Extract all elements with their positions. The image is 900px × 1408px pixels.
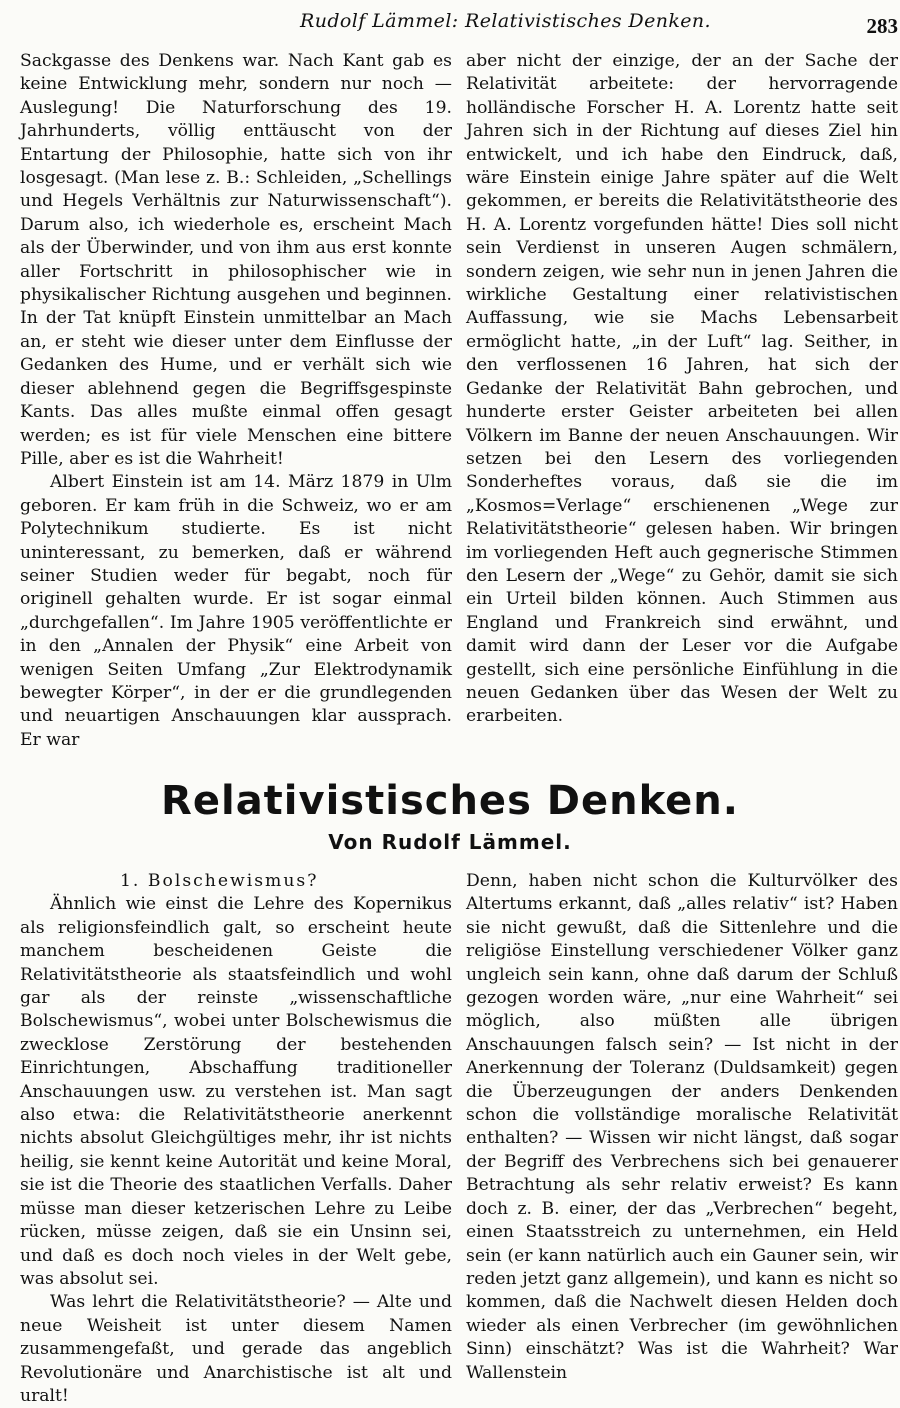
paragraph: Denn, haben nicht schon die Kulturvölker des Altertums erkannt, daß „alles relativ“ ist? Haben sie nicht gewußt, daß die Sittenlehre und die religiöse Einstellung verschiedener Völker ganz ungleich sein kann, ohne daß darum der Schluß gezogen worden wäre, „nur eine Wahrheit“ sei möglich, also müßten alle übrigen Anschauungen falsch sein? — Ist nicht in der Anerkennung der Toleranz (Duldsamkeit) gegen die Überzeugungen der anders Denkenden schon die vollständige moralische Relativität enthalten? — Wissen wir nicht längst, daß sogar der Begriff des Verbrechens sich bei genauerer Betrachtung als sehr relativ erweist? Es kann doch z. B. einer, der das „Verbrechen“ begeht, einen Staatsstreich zu unternehmen, ein Held sein (er kann natürlich auch ein Gauner sein, wir reden jetzt ganz allgemein), und kann es nicht so kommen, daß die Nachwelt diesen Helden doch wieder als einen Verbrecher (im gewöhnlichen Sinn) einschätzt? Was ist die Wahrheit? War Wallenstein [466,871,898,1383]
paragraph: Sackgasse des Denkens war. Nach Kant gab es keine Entwicklung mehr, sondern nur noch — Auslegung! Die Naturforschung des 19. Jahrhunderts, völlig enttäuscht von der Entartung der Philosophie, hatte sich von ihr losgesagt. (Man lese z. B.: Schleiden, „Schellings und Hegels Verhältnis zur Naturwissenschaft“). Darum also, ich wiederhole es, erscheint Mach als der Überwinder, und von ihm aus erst konnte aller Fortschritt in philosophischer wie in physikalischer Richtung ausgehen und beginnen. In der Tat knüpft Einstein unmittelbar an Mach an, er steht wie dieser unter dem Einflusse der Gedanken des Hume, und er verhält sich wie dieser ablehnend gegen die Begriffsgespinste Kants. Das alles mußte einmal offen gesagt werden; es ist für viele Menschen eine bittere Pille, aber es ist die Wahrheit! [20,51,452,469]
article-title: Relativistisches Denken. [161,778,739,824]
column-top-right [466,50,898,729]
section-heading: 1. Bolschewismus? [120,871,319,891]
page-number: 283 [866,14,898,38]
article-byline: Von Rudolf Lämmel. [328,830,572,854]
paragraph: Albert Einstein ist am 14. März 1879 in Ulm geboren. Er kam früh in die Schweiz, wo er am Polytechnikum studierte. Es ist nicht uninteressant, zu bemerken, daß er während seiner Studien weder für begabt, noch für originell gehalten wurde. Er ist sogar einmal „durchgefallen“. Im Jahre 1905 veröffentlichte er in den „Annalen der Physik“ eine Arbeit von wenigen Seiten Umfang „Zur Elektrodynamik bewegter Körper“, in der er die grundlegenden und neuartigen Anschauungen klar aussprach. Er war [20,472,452,750]
column-bottom-left [20,870,452,1408]
paragraph: Was lehrt die Relativitätstheorie? — Alte und neue Weisheit ist unter diesem Namen zusammengefaßt, und gerade das angeblich Revolutionäre und Anarchistische ist alt und uralt! [20,1292,452,1406]
page-header [0,0,900,40]
column-bottom-right [466,870,898,1385]
column-top-left [20,50,452,752]
running-head: Rudolf Lämmel: Relativistisches Denken. [300,10,711,32]
paragraph: aber nicht der einzige, der an der Sache der Relativität arbeitete: der hervorragende holländische Forscher H. A. Lorentz hatte seit Jahren sich in der Richtung auf dieses Ziel hin entwickelt, und ich habe den Eindruck, daß, wäre Einstein einige Jahre später auf die Welt gekommen, er bereits die Relativitätstheorie des H. A. Lorentz vorgefunden hätte! Dies soll nicht sein Verdienst in unseren Augen schmälern, sondern zeigen, wie sehr nun in jenen Jahren die wirkliche Gestaltung einer relativistischen Auffassung, wie sie Machs Lebensarbeit ermöglicht hatte, „in der Luft“ lag. Seither, in den verflossenen 16 Jahren, hat sich der Gedanke der Relativität Bahn gebrochen, und hunderte erster Geister arbeiteten bei allen Völkern im Banne der neuen Anschauungen. Wir setzen bei den Lesern des vorliegenden Sonderheftes voraus, daß sie die im „Kosmos=Verlage“ erschienenen „Wege zur Relativitätstheorie“ gelesen haben. Wir bringen im vorliegenden Heft auch gegnerische Stimmen den Lesern der „Wege“ zu Gehör, damit sie sich ein Urteil bilden können. Auch Stimmen aus England und Frankreich sind erwähnt, und damit wird dann der Leser vor die Aufgabe gestellt, sich eine persönliche Einfühlung in die neuen Gedanken über das Wesen der Welt zu erarbeiten. [466,51,898,727]
paragraph: Ähnlich wie einst die Lehre des Kopernikus als religionsfeindlich galt, so erscheint heute manchem bescheidenen Geiste die Relativitätstheorie als staatsfeindlich und wohl gar als der reinste „wissenschaftliche Bolschewismus“, wobei unter Bolschewismus die zwecklose Zerstörung der bestehenden Einrichtungen, Abschaffung traditioneller Anschauungen usw. zu verstehen ist. Man sagt also etwa: die Relativitätstheorie anerkennt nichts absolut Gleichgültiges mehr, ihr ist nichts heilig, sie kennt keine Autorität und keine Moral, sie ist die Theorie des staatlichen Verfalls. Daher müsse man dieser ketzerischen Lehre zu Leibe rücken, müsse zeigen, daß sie ein Unsinn sei, und daß es doch noch vieles in der Welt gebe, was absolut sei. [20,894,452,1289]
